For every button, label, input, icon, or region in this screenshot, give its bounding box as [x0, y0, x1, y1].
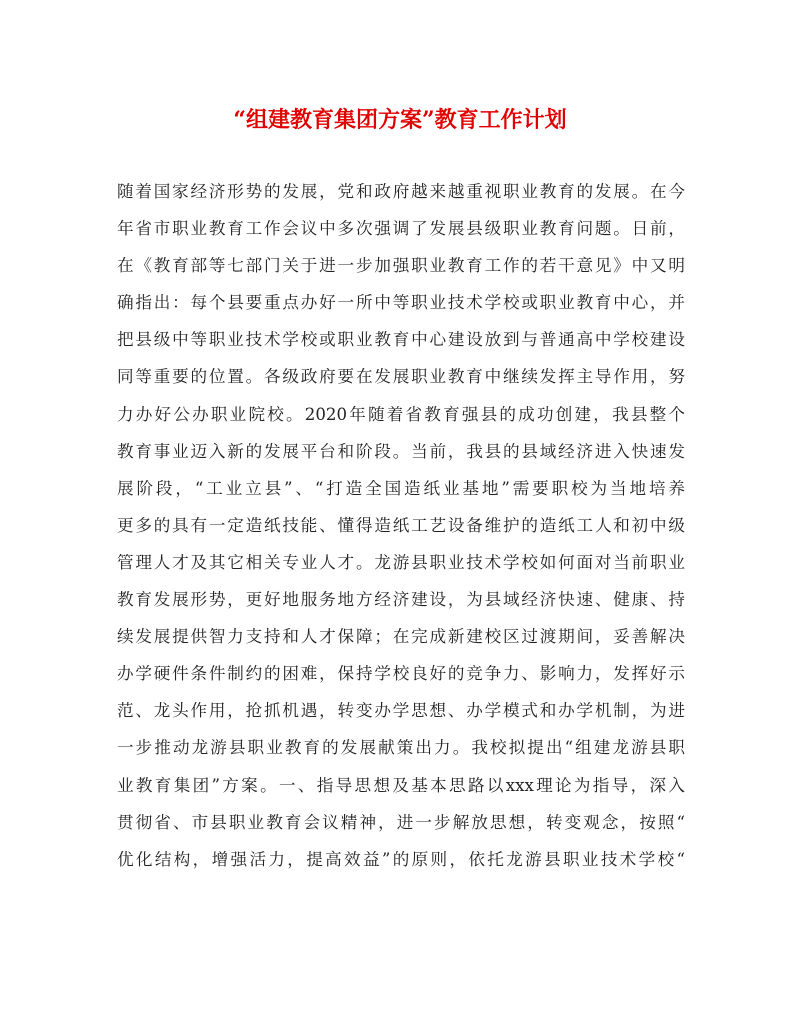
- body-line: 在《教育部等七部门关于进一步加强职业教育工作的若干意见》中又明: [117, 256, 685, 276]
- body-line: 确指出：每个县要重点办好一所中等职业技术学校或职业教育中心，并: [117, 293, 685, 313]
- body-line: 范、龙头作用，抢抓机遇，转变办学思想、办学模式和办学机制，为进: [117, 701, 685, 721]
- body-line: 管理人才及其它相关专业人才。龙游县职业技术学校如何面对当前职业: [117, 552, 685, 572]
- document-title: “组建教育集团方案”教育工作计划: [233, 107, 567, 133]
- body-line: 教育事业迈入新的发展平台和阶段。当前，我县的县域经济进入快速发: [117, 441, 685, 461]
- body-line: 教育发展形势，更好地服务地方经济建设，为县域经济快速、健康、持: [117, 590, 685, 610]
- body-line: 贯彻省、市县职业教育会议精神，进一步解放思想，转变观念，按照“: [117, 812, 685, 832]
- body-line: 一步推动龙游县职业教育的发展献策出力。我校拟提出“组建龙游县职: [117, 738, 685, 758]
- body-line: 办学硬件条件制约的困难，保持学校良好的竞争力、影响力，发挥好示: [117, 664, 685, 684]
- body-line: 年省市职业教育工作会议中多次强调了发展县级职业教育问题。日前，: [117, 219, 685, 239]
- body-line: 同等重要的位置。各级政府要在发展职业教育中继续发挥主导作用，努: [117, 367, 685, 387]
- body-line: 优化结构，增强活力，提高效益”的原则，依托龙游县职业技术学校“: [117, 849, 685, 869]
- body-line: 续发展提供智力支持和人才保障；在完成新建校区过渡期间，妥善解决: [117, 627, 685, 647]
- body-line: 把县级中等职业技术学校或职业教育中心建设放到与普通高中学校建设: [117, 330, 685, 350]
- body-line: 展阶段，“工业立县”、“打造全国造纸业基地”需要职校为当地培养: [117, 478, 685, 498]
- body-line: 业教育集团”方案。一、指导思想及基本思路以xxx理论为指导，深入: [117, 775, 685, 795]
- body-line: 更多的具有一定造纸技能、懂得造纸工艺设备维护的造纸工人和初中级: [117, 515, 685, 535]
- body-line: 力办好公办职业院校。2020年随着省教育强县的成功创建，我县整个: [117, 404, 685, 424]
- document-body: [117, 173, 685, 878]
- body-line: 随着国家经济形势的发展，党和政府越来越重视职业教育的发展。在今: [117, 182, 685, 201]
